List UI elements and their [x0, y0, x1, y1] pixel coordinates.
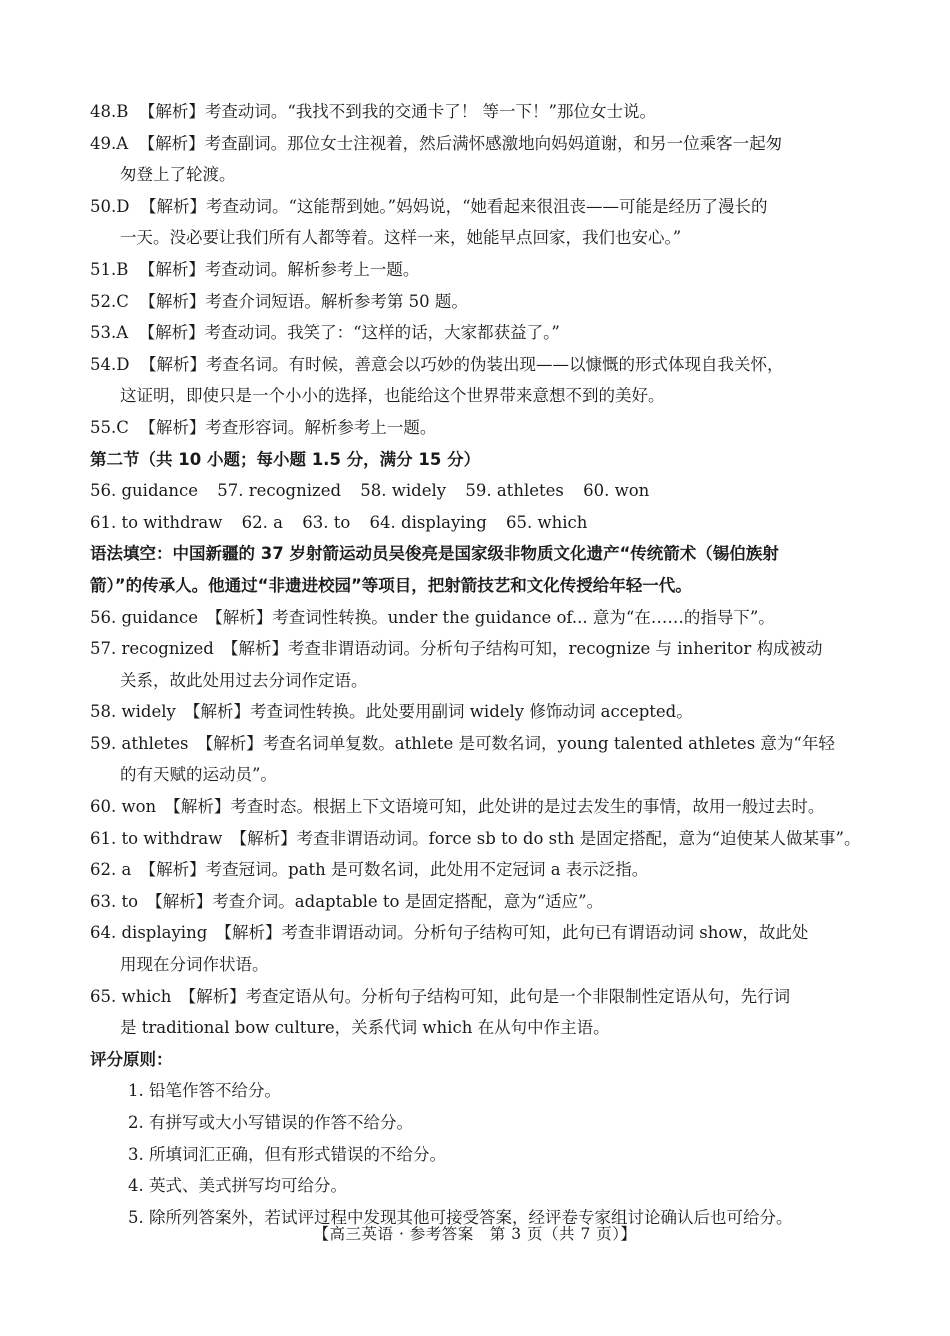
explanation-text: 60. won 【解析】考查时态。根据上下文语境可知，此处讲的是过去发生的事情，故用一般过去时。: [90, 797, 825, 817]
explanation-text: 57. recognized 【解析】考查非谓语动词。分析句子结构可知，recognize 与 inheritor 构成被动: [90, 639, 823, 659]
explanation-text: 56. guidance 【解析】考查词性转换。under the guidance of... 意为“在……的指导下”。: [90, 607, 775, 627]
explanation-61: [90, 823, 865, 855]
answer-number: 55.C: [90, 417, 129, 437]
answer-explanation: 【解析】考查名词。有时候，善意会以巧妙的伪装出现——以慷慨的形式体现自我关怀，: [139, 354, 784, 374]
answer-number: 49.A: [90, 133, 129, 153]
answer-number: 51.B: [90, 259, 129, 279]
answer-number: 53.A: [90, 323, 129, 343]
answer-explanation: 【解析】考查介词短语。解析参考第 50 题。: [139, 291, 468, 311]
answer-51: [90, 254, 865, 286]
explanation-63: [90, 886, 865, 918]
rule-item: 1. 铅笔作答不给分。: [128, 1081, 281, 1101]
explanation-text: 65. which 【解析】考查定语从句。分析句子结构可知，此句是一个非限制性定语从句，先行词: [90, 986, 791, 1006]
key-item: 65. which: [506, 512, 588, 532]
answer-key-row-1: [90, 475, 865, 507]
explanation-56: [90, 602, 865, 634]
answer-explanation: 【解析】考查副词。那位女士注视着，然后满怀感激地向妈妈道谢，和另一位乘客一起匆: [138, 133, 783, 153]
explanation-text: 58. widely 【解析】考查词性转换。此处要用副词 widely 修饰动词 accepted。: [90, 702, 693, 722]
rule-item: 2. 有拼写或大小写错误的作答不给分。: [128, 1113, 413, 1132]
passage-intro-line-2: 箭）”的传承人。他通过“非遗进校园”等项目，把射箭技艺和文化传授给年轻一代。: [90, 575, 692, 595]
answer-page: [90, 96, 865, 1233]
answer-number: 48.B: [90, 102, 129, 121]
explanation-65: [90, 981, 865, 1044]
key-item: 57. recognized: [217, 481, 342, 501]
explanation-text: 59. athletes 【解析】考查名词单复数。athlete 是可数名词，young talented athletes 意为“年轻: [90, 733, 835, 753]
answer-49: [90, 128, 865, 191]
answer-50: [90, 191, 865, 254]
explanation-text-cont: 用现在分词作状语。: [120, 955, 269, 975]
key-item: 60. won: [583, 481, 650, 501]
answer-number: 52.C: [90, 291, 129, 311]
key-item: 56. guidance: [90, 481, 198, 501]
key-item: 59. athletes: [465, 481, 564, 501]
answer-53: [90, 317, 865, 349]
answer-explanation: 【解析】考查动词。我笑了：“这样的话，大家都获益了。”: [138, 323, 560, 343]
key-item: 64. displaying: [369, 512, 487, 532]
rule-item: 3. 所填词汇正确，但有形式错误的不给分。: [128, 1144, 446, 1164]
answer-explanation: 【解析】考查动词。“这能帮到她。”妈妈说，“她看起来很沮丧——可能是经历了漫长的: [139, 196, 768, 216]
explanation-64: [90, 917, 865, 980]
explanation-60: [90, 791, 865, 823]
key-item: 58. widely: [360, 481, 447, 501]
answer-explanation: 【解析】考查形容词。解析参考上一题。: [139, 417, 437, 437]
rule-item: 5. 除所列答案外，若试评过程中发现其他可接受答案，经评卷专家组讨论确认后也可给分。: [128, 1207, 793, 1227]
key-item: 63. to: [302, 512, 351, 532]
explanation-text-cont: 的有天赋的运动员”。: [120, 765, 277, 785]
answer-explanation-cont: 匆登上了轮渡。: [120, 165, 236, 185]
page-footer: 【高三英语 · 参考答案 第 3 页（共 7 页）】: [313, 1225, 637, 1243]
answer-number: 54.D: [90, 354, 130, 374]
answer-explanation: 【解析】考查动词。解析参考上一题。: [138, 259, 420, 279]
answer-48: [90, 96, 865, 128]
answer-explanation-cont: 一天。没必要让我们所有人都等着。这样一来，她能早点回家，我们也安心。”: [120, 228, 682, 248]
explanation-58: [90, 696, 865, 728]
section-title: 第二节（共 10 小题；每小题 1.5 分，满分 15 分）: [90, 449, 481, 469]
explanation-text: 64. displaying 【解析】考查非谓语动词。分析句子结构可知，此句已有谓语动词 show，故此处: [90, 923, 809, 943]
explanation-text-cont: 是 traditional bow culture，关系代词 which 在从句中作主语。: [120, 1018, 610, 1038]
answer-54: [90, 349, 865, 412]
key-item: 61. to withdraw: [90, 512, 223, 532]
explanation-text-cont: 关系，故此处用过去分词作定语。: [120, 670, 368, 690]
answer-number: 50.D: [90, 196, 130, 216]
answer-explanation: 【解析】考查动词。“我找不到我的交通卡了！ 等一下！”那位女士说。: [138, 102, 656, 121]
passage-intro-line-1: 语法填空：中国新疆的 37 岁射箭运动员吴俊亮是国家级非物质文化遗产“传统箭术（锡伯族射: [90, 544, 779, 564]
rules-title: 评分原则：: [90, 1049, 173, 1069]
answer-explanation-cont: 这证明，即使只是一个小小的选择，也能给这个世界带来意想不到的美好。: [120, 386, 665, 406]
answer-52: [90, 286, 865, 318]
rule-item: 4. 英式、美式拼写均可给分。: [128, 1176, 347, 1196]
explanation-text: 62. a 【解析】考查冠词。path 是可数名词，此处用不定冠词 a 表示泛指。: [90, 860, 649, 880]
explanation-text: 63. to 【解析】考查介词。adaptable to 是固定搭配，意为“适应”。: [90, 891, 604, 911]
explanation-59: [90, 728, 865, 791]
explanation-62: [90, 854, 865, 886]
explanation-57: [90, 633, 865, 696]
explanation-text: 61. to withdraw 【解析】考查非谓语动词。force sb to do sth 是固定搭配，意为“迫使某人做某事”。: [90, 828, 861, 848]
answer-key-row-2: [90, 507, 865, 539]
key-item: 62. a: [241, 512, 283, 532]
answer-55: [90, 412, 865, 444]
